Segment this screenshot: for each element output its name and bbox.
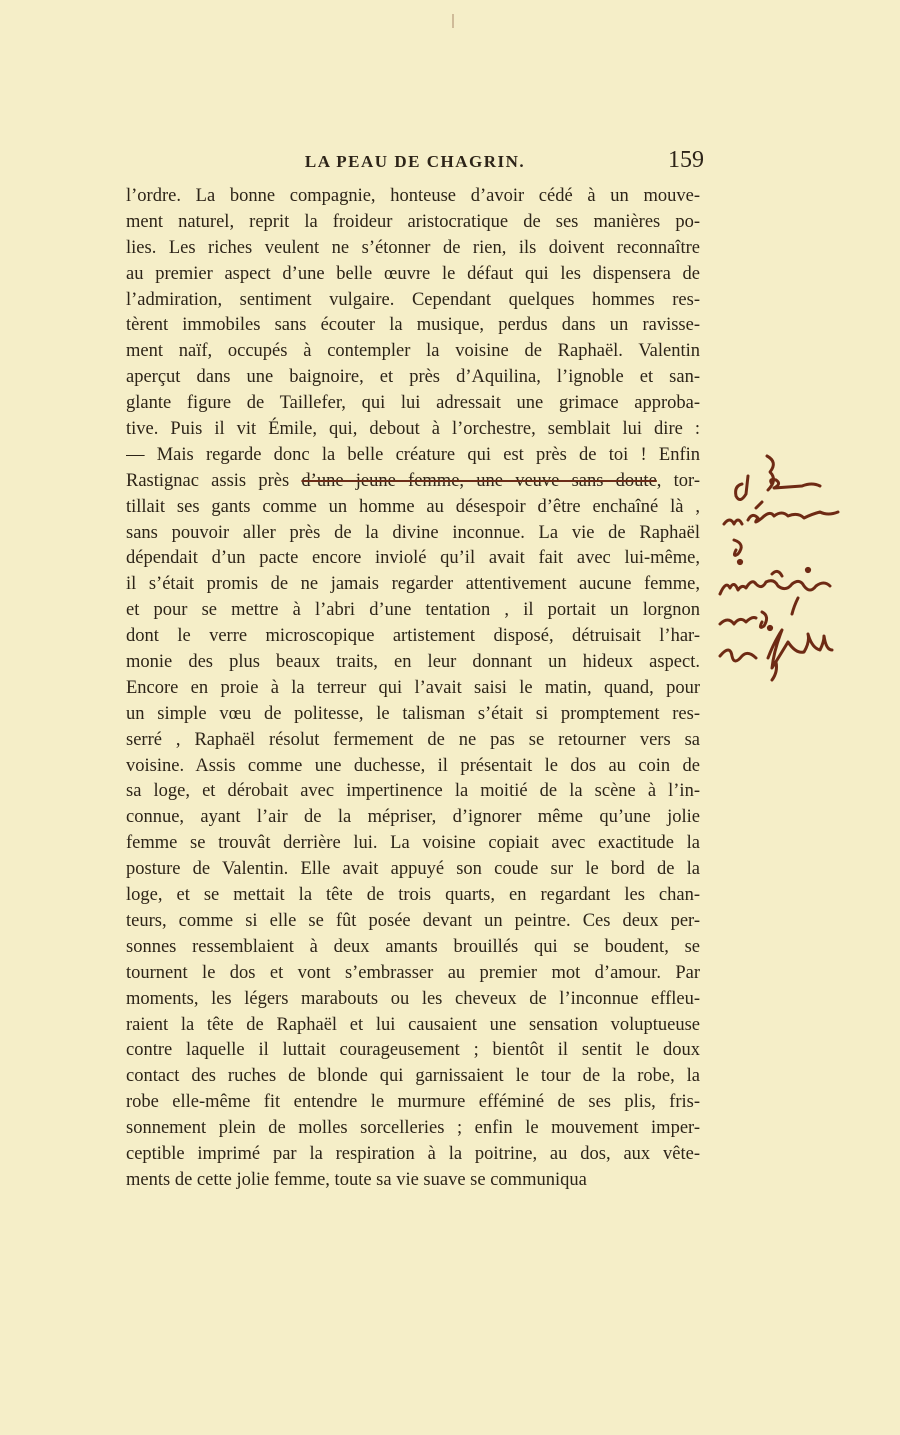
text-line: teurs, comme si elle se fût posée devant un peintre. Ces deux per- — [126, 910, 700, 931]
text-line: femme se trouvât derrière lui. La voisine copiait avec exactitude la — [126, 833, 700, 854]
text-line: contact des ruches de blonde qui garnissaient le tour de la robe, la — [126, 1066, 700, 1087]
text-line: moments, les légers marabouts ou les cheveux de l’inconnue efflеu- — [126, 988, 700, 1009]
text-line: aperçut dans une baignoire, et près d’Aquilina, l’ignoble et san- — [126, 367, 700, 388]
top-margin-mark — [452, 14, 454, 28]
text-after-deletion: , tor- — [656, 470, 700, 491]
text-line: sa loge, et dérobait avec impertinence la moitié de la scène à l’in- — [126, 781, 700, 802]
page-number: 159 — [668, 147, 704, 173]
running-title: LA PEAU DE CHAGRIN. — [304, 152, 526, 171]
text-line: il s’était promis de ne jamais regarder attentivement aucune femme, — [126, 574, 700, 595]
text-line: robe elle-même fit entendre le murmure efféminé de ses plis, fris- — [126, 1092, 700, 1113]
text-line: un simple vœu de politesse, le talisman s’était si promptement res- — [126, 703, 700, 724]
running-head — [126, 147, 704, 182]
body-text — [126, 184, 700, 1194]
text-line: loge, et se mettait la tête de trois quarts, en regardant les chan- — [126, 885, 700, 906]
text-line-with-deletion — [126, 469, 700, 495]
text-line: au premier aspect d’une belle œuvre le défaut qui les dispensera de — [126, 263, 700, 284]
text-line: connue, ayant l’air de la mépriser, d’ignorer même qu’une jolie — [126, 807, 700, 828]
text-line: dépendait d’un pacte encore inviolé qu’il avait fait avec lui-même, — [126, 548, 700, 569]
text-line: sonnes ressemblaient à deux amants brouillés qui se boudent, se — [126, 936, 700, 957]
text-line: raient la tête de Raphaël et lui causaient une sensation voluptueuse — [126, 1014, 700, 1035]
text-line: ments de cette jolie femme, toute sa vie suave se communiqua — [126, 1169, 587, 1190]
text-line: sans pouvoir aller près de la divine inconnue. La vie de Raphaël — [126, 522, 700, 543]
text-line: tèrent immobiles sans écouter la musique, perdus dans un ravisse- — [126, 315, 700, 336]
text-before-deletion: Rastignac assis près — [126, 470, 302, 491]
text-line: tillait ses gants comme un homme au désespoir d’être enchaîné là , — [126, 496, 700, 517]
text-line: ment naïf, occupés à contempler la voisine de Raphaël. Valentin — [126, 341, 700, 362]
text-line: voisine. Assis comme une duchesse, il présentait le dos au coin de — [126, 755, 700, 776]
text-line: et pour se mettre à l’abri d’une tentation , il portait un lorgnon — [126, 600, 700, 621]
handwriting-drawing — [712, 446, 862, 686]
text-line: serré , Raphaël résolut fermement de ne pas se retourner vers sa — [126, 729, 700, 750]
text-line: Encore en proie à la terreur qui l’avait saisi le matin, quand, pour — [126, 677, 700, 698]
text-line: monie des plus beaux traits, en leur donnant un hideux aspect. — [126, 652, 700, 673]
text-line: sonnement plein de molles sorcelleries ; enfin le mouvement imper- — [126, 1118, 700, 1139]
text-line: dont le verre microscopique artistement disposé, détruisait l’har- — [126, 626, 700, 647]
text-line: ment naturel, reprit la froideur aristocratique de ses manières po- — [126, 211, 700, 232]
handwritten-margin-note — [712, 446, 862, 686]
text-line: lies. Les riches veulent ne s’étonner de rien, ils doivent reconnaître — [126, 237, 700, 258]
text-line: glante figure de Taillefer, qui lui adressait une grimace approba- — [126, 393, 700, 414]
text-line: tournent le dos et vont s’embrasser au premier mot d’amour. Par — [126, 962, 700, 983]
text-line: l’admiration, sentiment vulgaire. Cependant quelques hommes res- — [126, 289, 700, 310]
text-line: posture de Valentin. Elle avait appuyé son coude sur le bord de la — [126, 859, 700, 880]
text-line: tive. Puis il vit Émile, qui, debout à l’orchestre, semblait lui dire : — [126, 419, 700, 440]
text-line: ceptible imprimé par la respiration à la poitrine, au dos, aux vête- — [126, 1143, 700, 1164]
text-line: — Mais regarde donc la belle créature qui est près de toi ! Enfin — [126, 444, 700, 465]
text-line: contre laquelle il luttait courageusement ; bientôt il sentit le doux — [126, 1040, 700, 1061]
struck-through-text: d’une jeune femme, une veuve sans doute — [301, 470, 657, 491]
text-line: l’ordre. La bonne compagnie, honteuse d’avoir cédé à un mouve- — [126, 186, 700, 206]
